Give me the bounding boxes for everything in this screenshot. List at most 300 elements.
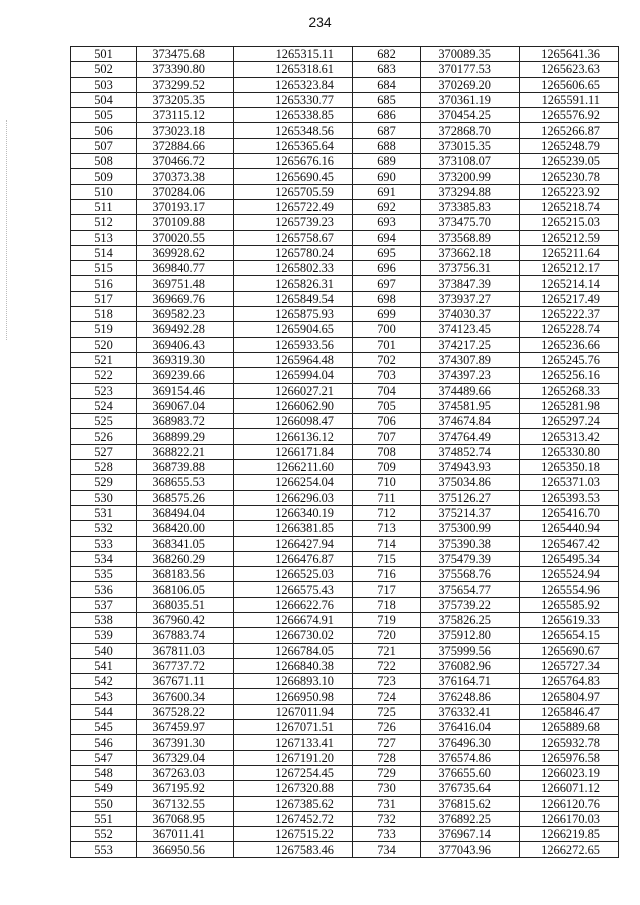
y-coordinate-right: 1265248.79 (520, 138, 619, 153)
x-coordinate-right: 374397.23 (421, 368, 520, 383)
table-row (71, 276, 619, 291)
x-coordinate-left: 373299.52 (137, 77, 234, 92)
y-coordinate-right: 1265212.59 (520, 230, 619, 245)
y-coordinate-right: 1265932.78 (520, 735, 619, 750)
y-coordinate-left: 1265676.16 (234, 154, 353, 169)
x-coordinate-right: 376332.41 (421, 704, 520, 719)
point-number-right: 699 (353, 307, 421, 322)
point-number-left: 553 (71, 842, 137, 857)
point-number-left: 530 (71, 490, 137, 505)
table-row (71, 47, 619, 62)
table-row (71, 383, 619, 398)
point-number-left: 535 (71, 567, 137, 582)
table-row (71, 643, 619, 658)
x-coordinate-left: 370466.72 (137, 154, 234, 169)
y-coordinate-left: 1265994.04 (234, 368, 353, 383)
y-coordinate-right: 1265727.34 (520, 658, 619, 673)
x-coordinate-left: 369406.43 (137, 337, 234, 352)
point-number-right: 694 (353, 230, 421, 245)
y-coordinate-left: 1266840.38 (234, 658, 353, 673)
table-row (71, 352, 619, 367)
point-number-right: 715 (353, 551, 421, 566)
point-number-left: 507 (71, 138, 137, 153)
point-number-right: 697 (353, 276, 421, 291)
y-coordinate-right: 1266170.03 (520, 811, 619, 826)
table-row (71, 765, 619, 780)
point-number-left: 501 (71, 47, 137, 62)
x-coordinate-left: 368035.51 (137, 597, 234, 612)
y-coordinate-left: 1266674.91 (234, 612, 353, 627)
point-number-left: 543 (71, 689, 137, 704)
y-coordinate-left: 1265780.24 (234, 245, 353, 260)
table-row (71, 521, 619, 536)
x-coordinate-left: 369067.04 (137, 398, 234, 413)
x-coordinate-left: 370109.88 (137, 215, 234, 230)
x-coordinate-left: 369239.66 (137, 368, 234, 383)
y-coordinate-right: 1265281.98 (520, 398, 619, 413)
y-coordinate-left: 1266062.90 (234, 398, 353, 413)
x-coordinate-left: 368899.29 (137, 429, 234, 444)
y-coordinate-right: 1265585.92 (520, 597, 619, 612)
x-coordinate-left: 367459.97 (137, 720, 234, 735)
y-coordinate-right: 1266071.12 (520, 781, 619, 796)
y-coordinate-right: 1265524.94 (520, 567, 619, 582)
y-coordinate-right: 1265623.63 (520, 62, 619, 77)
x-coordinate-left: 367883.74 (137, 628, 234, 643)
point-number-right: 707 (353, 429, 421, 444)
x-coordinate-right: 374852.74 (421, 444, 520, 459)
table-row (71, 612, 619, 627)
y-coordinate-right: 1265330.80 (520, 444, 619, 459)
point-number-right: 690 (353, 169, 421, 184)
table-row (71, 245, 619, 260)
point-number-right: 683 (353, 62, 421, 77)
point-number-left: 515 (71, 261, 137, 276)
table-row (71, 781, 619, 796)
y-coordinate-left: 1267583.46 (234, 842, 353, 857)
table-row (71, 62, 619, 77)
table-row (71, 475, 619, 490)
x-coordinate-left: 369154.46 (137, 383, 234, 398)
x-coordinate-left: 372884.66 (137, 138, 234, 153)
point-number-left: 503 (71, 77, 137, 92)
x-coordinate-left: 369582.23 (137, 307, 234, 322)
x-coordinate-right: 376164.71 (421, 674, 520, 689)
y-coordinate-right: 1266023.19 (520, 765, 619, 780)
table-row (71, 108, 619, 123)
point-number-left: 547 (71, 750, 137, 765)
y-coordinate-left: 1265739.23 (234, 215, 353, 230)
y-coordinate-right: 1265228.74 (520, 322, 619, 337)
x-coordinate-right: 373294.88 (421, 184, 520, 199)
point-number-right: 720 (353, 628, 421, 643)
y-coordinate-right: 1265350.18 (520, 460, 619, 475)
y-coordinate-left: 1266893.10 (234, 674, 353, 689)
x-coordinate-left: 367391.30 (137, 735, 234, 750)
y-coordinate-left: 1266622.76 (234, 597, 353, 612)
point-number-left: 550 (71, 796, 137, 811)
x-coordinate-right: 375300.99 (421, 521, 520, 536)
y-coordinate-left: 1265722.49 (234, 199, 353, 214)
point-number-right: 723 (353, 674, 421, 689)
y-coordinate-left: 1266027.21 (234, 383, 353, 398)
y-coordinate-left: 1266525.03 (234, 567, 353, 582)
point-number-right: 685 (353, 92, 421, 107)
y-coordinate-left: 1266171.84 (234, 444, 353, 459)
x-coordinate-right: 375999.56 (421, 643, 520, 658)
point-number-right: 728 (353, 750, 421, 765)
y-coordinate-right: 1265654.15 (520, 628, 619, 643)
x-coordinate-right: 373847.39 (421, 276, 520, 291)
y-coordinate-right: 1265218.74 (520, 199, 619, 214)
y-coordinate-right: 1265214.14 (520, 276, 619, 291)
point-number-left: 527 (71, 444, 137, 459)
y-coordinate-right: 1265256.16 (520, 368, 619, 383)
y-coordinate-right: 1265297.24 (520, 414, 619, 429)
x-coordinate-left: 368739.88 (137, 460, 234, 475)
x-coordinate-right: 375126.27 (421, 490, 520, 505)
x-coordinate-right: 370089.35 (421, 47, 520, 62)
x-coordinate-left: 370020.55 (137, 230, 234, 245)
point-number-right: 713 (353, 521, 421, 536)
point-number-right: 733 (353, 827, 421, 842)
y-coordinate-right: 1266219.85 (520, 827, 619, 842)
y-coordinate-left: 1265849.54 (234, 291, 353, 306)
table-row (71, 735, 619, 750)
x-coordinate-right: 375912.80 (421, 628, 520, 643)
x-coordinate-right: 373475.70 (421, 215, 520, 230)
table-row (71, 398, 619, 413)
point-number-right: 700 (353, 322, 421, 337)
point-number-left: 509 (71, 169, 137, 184)
table-row (71, 597, 619, 612)
x-coordinate-left: 373390.80 (137, 62, 234, 77)
x-coordinate-right: 374674.84 (421, 414, 520, 429)
point-number-right: 693 (353, 215, 421, 230)
point-number-left: 538 (71, 612, 137, 627)
x-coordinate-right: 377043.96 (421, 842, 520, 857)
y-coordinate-left: 1265826.31 (234, 276, 353, 291)
y-coordinate-left: 1266340.19 (234, 505, 353, 520)
y-coordinate-left: 1265758.67 (234, 230, 353, 245)
point-number-left: 552 (71, 827, 137, 842)
x-coordinate-right: 376574.86 (421, 750, 520, 765)
x-coordinate-left: 369669.76 (137, 291, 234, 306)
point-number-left: 502 (71, 62, 137, 77)
point-number-right: 719 (353, 612, 421, 627)
x-coordinate-right: 376416.04 (421, 720, 520, 735)
x-coordinate-left: 367329.04 (137, 750, 234, 765)
y-coordinate-right: 1265467.42 (520, 536, 619, 551)
x-coordinate-right: 374764.49 (421, 429, 520, 444)
y-coordinate-right: 1265619.33 (520, 612, 619, 627)
point-number-left: 539 (71, 628, 137, 643)
y-coordinate-right: 1265236.66 (520, 337, 619, 352)
point-number-right: 729 (353, 765, 421, 780)
y-coordinate-right: 1265889.68 (520, 720, 619, 735)
y-coordinate-left: 1265690.45 (234, 169, 353, 184)
table-row (71, 674, 619, 689)
point-number-left: 522 (71, 368, 137, 383)
table-row (71, 322, 619, 337)
x-coordinate-left: 367600.34 (137, 689, 234, 704)
y-coordinate-left: 1265933.56 (234, 337, 353, 352)
point-number-right: 718 (353, 597, 421, 612)
scan-edge-mark (6, 120, 10, 340)
table-row (71, 215, 619, 230)
point-number-left: 533 (71, 536, 137, 551)
x-coordinate-right: 375826.25 (421, 612, 520, 627)
point-number-left: 521 (71, 352, 137, 367)
table-row (71, 490, 619, 505)
point-number-right: 698 (353, 291, 421, 306)
x-coordinate-right: 376496.30 (421, 735, 520, 750)
x-coordinate-right: 375654.77 (421, 582, 520, 597)
x-coordinate-right: 372868.70 (421, 123, 520, 138)
point-number-right: 701 (353, 337, 421, 352)
y-coordinate-left: 1265323.84 (234, 77, 353, 92)
table-row (71, 230, 619, 245)
point-number-right: 716 (353, 567, 421, 582)
table-row (71, 291, 619, 306)
y-coordinate-left: 1265315.11 (234, 47, 353, 62)
point-number-left: 524 (71, 398, 137, 413)
y-coordinate-left: 1265338.85 (234, 108, 353, 123)
point-number-right: 708 (353, 444, 421, 459)
point-number-right: 709 (353, 460, 421, 475)
x-coordinate-left: 368420.00 (137, 521, 234, 536)
point-number-right: 721 (353, 643, 421, 658)
point-number-right: 725 (353, 704, 421, 719)
x-coordinate-left: 369840.77 (137, 261, 234, 276)
point-number-left: 534 (71, 551, 137, 566)
point-number-left: 510 (71, 184, 137, 199)
y-coordinate-right: 1265591.11 (520, 92, 619, 107)
point-number-left: 548 (71, 765, 137, 780)
point-number-left: 514 (71, 245, 137, 260)
table-row (71, 704, 619, 719)
x-coordinate-right: 373385.83 (421, 199, 520, 214)
point-number-left: 528 (71, 460, 137, 475)
x-coordinate-left: 373475.68 (137, 47, 234, 62)
table-row (71, 184, 619, 199)
y-coordinate-left: 1266427.94 (234, 536, 353, 551)
x-coordinate-right: 376735.64 (421, 781, 520, 796)
table-row (71, 261, 619, 276)
x-coordinate-left: 370193.17 (137, 199, 234, 214)
x-coordinate-left: 373205.35 (137, 92, 234, 107)
page-number: 234 (308, 14, 332, 30)
y-coordinate-left: 1266381.85 (234, 521, 353, 536)
point-number-right: 726 (353, 720, 421, 735)
y-coordinate-right: 1265495.34 (520, 551, 619, 566)
point-number-right: 710 (353, 475, 421, 490)
point-number-right: 717 (353, 582, 421, 597)
x-coordinate-right: 375739.22 (421, 597, 520, 612)
table-row (71, 827, 619, 842)
y-coordinate-right: 1265393.53 (520, 490, 619, 505)
point-number-right: 689 (353, 154, 421, 169)
table-row (71, 337, 619, 352)
y-coordinate-left: 1266211.60 (234, 460, 353, 475)
table-row (71, 689, 619, 704)
y-coordinate-left: 1267191.20 (234, 750, 353, 765)
point-number-right: 692 (353, 199, 421, 214)
y-coordinate-right: 1265313.42 (520, 429, 619, 444)
point-number-left: 542 (71, 674, 137, 689)
coordinate-table-body (71, 47, 619, 858)
x-coordinate-right: 376967.14 (421, 827, 520, 842)
y-coordinate-right: 1265211.64 (520, 245, 619, 260)
y-coordinate-left: 1266950.98 (234, 689, 353, 704)
point-number-left: 544 (71, 704, 137, 719)
x-coordinate-right: 375214.37 (421, 505, 520, 520)
y-coordinate-left: 1267385.62 (234, 796, 353, 811)
x-coordinate-left: 367068.95 (137, 811, 234, 826)
x-coordinate-right: 375390.38 (421, 536, 520, 551)
point-number-left: 516 (71, 276, 137, 291)
y-coordinate-left: 1266098.47 (234, 414, 353, 429)
point-number-left: 549 (71, 781, 137, 796)
x-coordinate-left: 368983.72 (137, 414, 234, 429)
x-coordinate-left: 367528.22 (137, 704, 234, 719)
y-coordinate-left: 1265330.77 (234, 92, 353, 107)
y-coordinate-left: 1265318.61 (234, 62, 353, 77)
y-coordinate-left: 1266784.05 (234, 643, 353, 658)
y-coordinate-left: 1266575.43 (234, 582, 353, 597)
point-number-left: 551 (71, 811, 137, 826)
table-row (71, 796, 619, 811)
x-coordinate-right: 375479.39 (421, 551, 520, 566)
x-coordinate-left: 368341.05 (137, 536, 234, 551)
point-number-left: 536 (71, 582, 137, 597)
point-number-right: 695 (353, 245, 421, 260)
point-number-right: 724 (353, 689, 421, 704)
point-number-right: 704 (353, 383, 421, 398)
x-coordinate-left: 373023.18 (137, 123, 234, 138)
x-coordinate-right: 373108.07 (421, 154, 520, 169)
x-coordinate-left: 369492.28 (137, 322, 234, 337)
x-coordinate-left: 369319.30 (137, 352, 234, 367)
y-coordinate-right: 1265371.03 (520, 475, 619, 490)
point-number-left: 540 (71, 643, 137, 658)
x-coordinate-left: 367811.03 (137, 643, 234, 658)
point-number-right: 684 (353, 77, 421, 92)
point-number-right: 703 (353, 368, 421, 383)
y-coordinate-left: 1266476.87 (234, 551, 353, 566)
x-coordinate-left: 367011.41 (137, 827, 234, 842)
table-row (71, 750, 619, 765)
x-coordinate-left: 367195.92 (137, 781, 234, 796)
y-coordinate-right: 1265764.83 (520, 674, 619, 689)
table-row (71, 460, 619, 475)
x-coordinate-left: 370284.06 (137, 184, 234, 199)
y-coordinate-left: 1265705.59 (234, 184, 353, 199)
point-number-left: 526 (71, 429, 137, 444)
point-number-right: 691 (353, 184, 421, 199)
table-row (71, 582, 619, 597)
y-coordinate-right: 1265804.97 (520, 689, 619, 704)
x-coordinate-right: 374307.89 (421, 352, 520, 367)
point-number-left: 506 (71, 123, 137, 138)
point-number-right: 731 (353, 796, 421, 811)
x-coordinate-right: 375034.86 (421, 475, 520, 490)
point-number-right: 714 (353, 536, 421, 551)
point-number-right: 711 (353, 490, 421, 505)
table-row (71, 154, 619, 169)
x-coordinate-left: 367737.72 (137, 658, 234, 673)
x-coordinate-right: 370454.25 (421, 108, 520, 123)
x-coordinate-right: 376248.86 (421, 689, 520, 704)
y-coordinate-left: 1267515.22 (234, 827, 353, 842)
x-coordinate-right: 370177.53 (421, 62, 520, 77)
point-number-right: 702 (353, 352, 421, 367)
y-coordinate-right: 1265606.65 (520, 77, 619, 92)
table-row (71, 92, 619, 107)
table-row (71, 138, 619, 153)
x-coordinate-left: 367960.42 (137, 612, 234, 627)
point-number-left: 529 (71, 475, 137, 490)
y-coordinate-left: 1267452.72 (234, 811, 353, 826)
x-coordinate-right: 374217.25 (421, 337, 520, 352)
point-number-left: 545 (71, 720, 137, 735)
y-coordinate-left: 1266296.03 (234, 490, 353, 505)
y-coordinate-left: 1265802.33 (234, 261, 353, 276)
table-row (71, 842, 619, 857)
x-coordinate-left: 368655.53 (137, 475, 234, 490)
y-coordinate-right: 1265440.94 (520, 521, 619, 536)
point-number-left: 513 (71, 230, 137, 245)
y-coordinate-right: 1265976.58 (520, 750, 619, 765)
table-row (71, 720, 619, 735)
table-row (71, 551, 619, 566)
x-coordinate-left: 368575.26 (137, 490, 234, 505)
point-number-left: 511 (71, 199, 137, 214)
point-number-left: 512 (71, 215, 137, 230)
x-coordinate-left: 368183.56 (137, 567, 234, 582)
y-coordinate-right: 1265641.36 (520, 47, 619, 62)
point-number-left: 541 (71, 658, 137, 673)
point-number-left: 523 (71, 383, 137, 398)
table-row (71, 199, 619, 214)
x-coordinate-left: 368494.04 (137, 505, 234, 520)
y-coordinate-left: 1265875.93 (234, 307, 353, 322)
x-coordinate-right: 373200.99 (421, 169, 520, 184)
x-coordinate-left: 368822.21 (137, 444, 234, 459)
table-row (71, 628, 619, 643)
point-number-left: 519 (71, 322, 137, 337)
y-coordinate-left: 1266730.02 (234, 628, 353, 643)
point-number-left: 504 (71, 92, 137, 107)
x-coordinate-right: 376892.25 (421, 811, 520, 826)
point-number-right: 687 (353, 123, 421, 138)
table-row (71, 505, 619, 520)
point-number-right: 730 (353, 781, 421, 796)
y-coordinate-right: 1265215.03 (520, 215, 619, 230)
point-number-left: 505 (71, 108, 137, 123)
x-coordinate-left: 367263.03 (137, 765, 234, 780)
y-coordinate-right: 1265266.87 (520, 123, 619, 138)
y-coordinate-left: 1265904.65 (234, 322, 353, 337)
y-coordinate-right: 1265223.92 (520, 184, 619, 199)
y-coordinate-right: 1265268.33 (520, 383, 619, 398)
point-number-left: 518 (71, 307, 137, 322)
x-coordinate-right: 374943.93 (421, 460, 520, 475)
y-coordinate-left: 1267011.94 (234, 704, 353, 719)
x-coordinate-right: 373015.35 (421, 138, 520, 153)
y-coordinate-left: 1265365.64 (234, 138, 353, 153)
table-row (71, 123, 619, 138)
